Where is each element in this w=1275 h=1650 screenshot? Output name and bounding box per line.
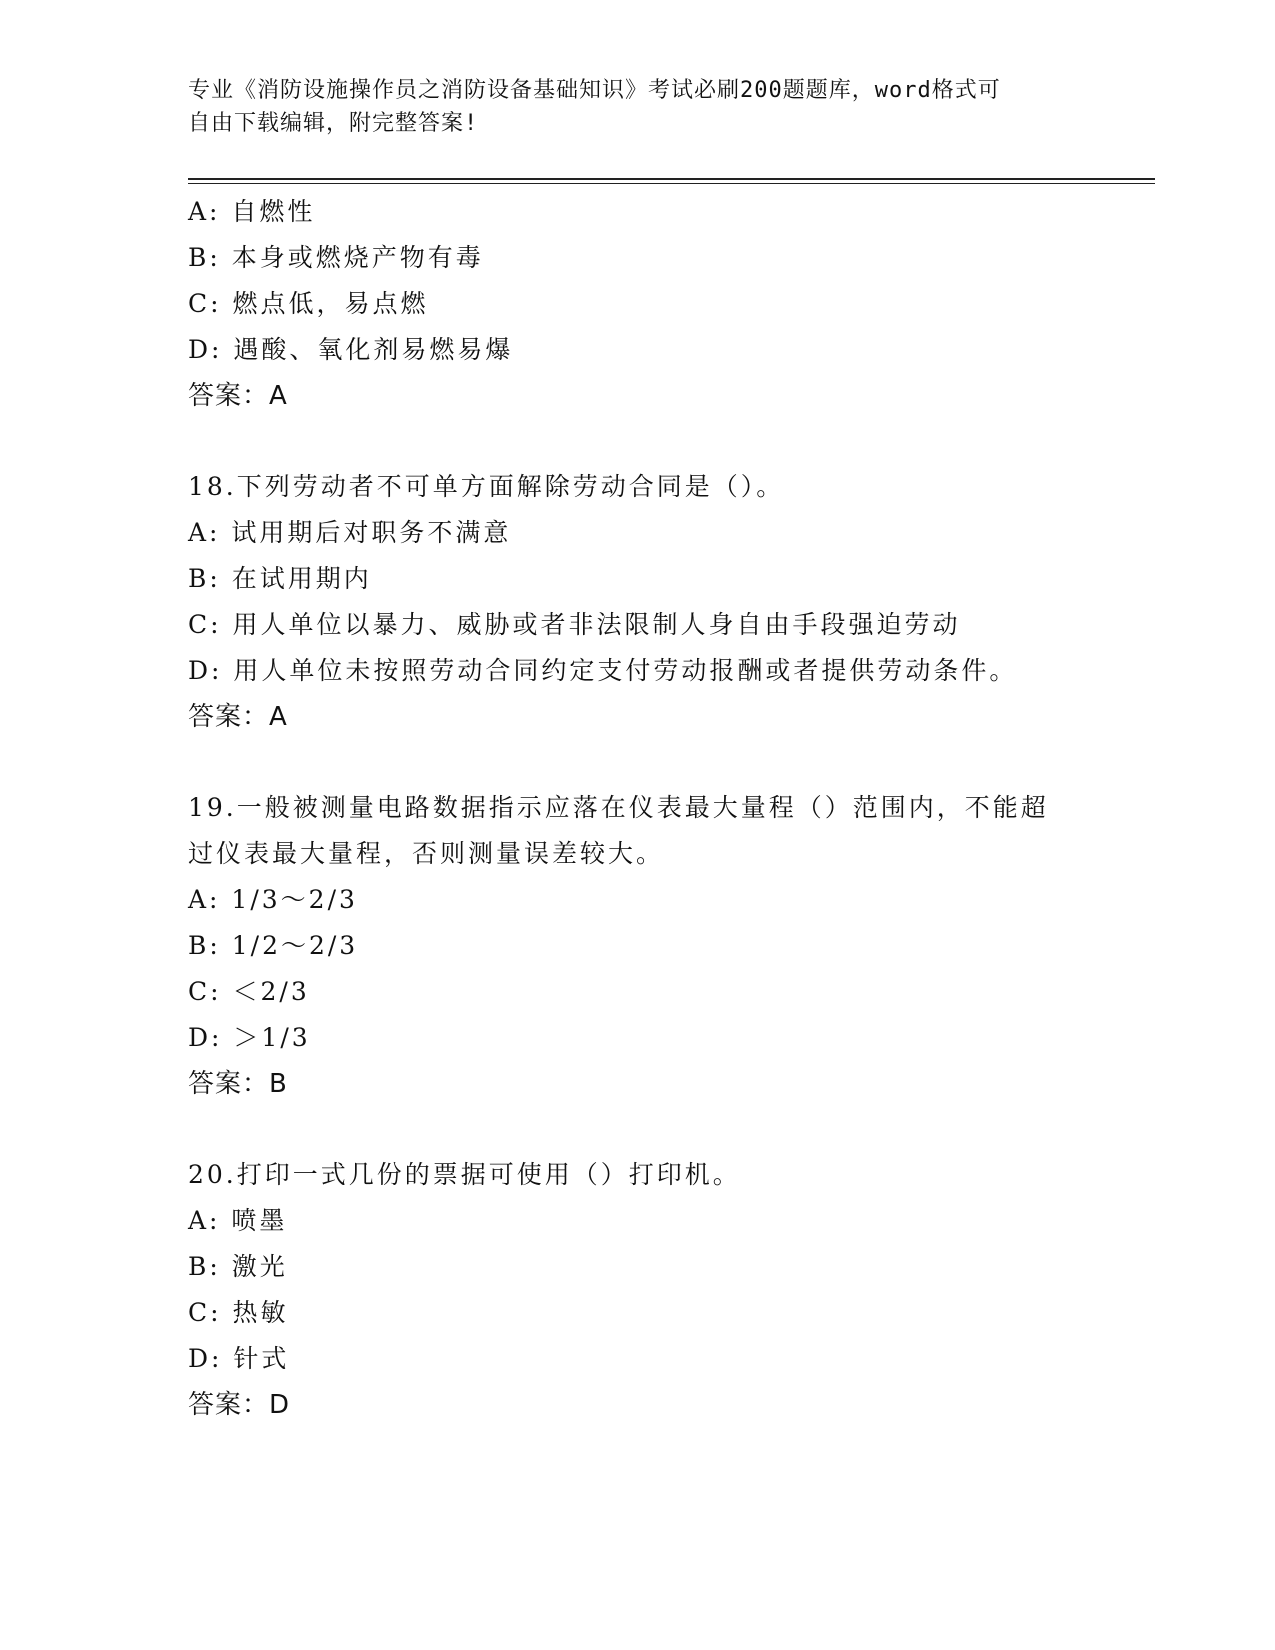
answer-line: 答案：D <box>188 1390 291 1420</box>
option-d: D: 用人单位未按照劳动合同约定支付劳动报酬或者提供劳动条件。 <box>188 656 1018 685</box>
header-title-line-2: 自由下载编辑，附完整答案! <box>188 111 479 136</box>
header-divider-thick <box>188 178 1155 180</box>
option-b: B: 本身或燃烧产物有毒 <box>188 243 484 272</box>
question-content <box>188 189 1088 1428</box>
question-stem: 18.下列劳动者不可单方面解除劳动合同是（）。 <box>188 472 785 501</box>
question-stem-continued: 过仪表最大量程，否则测量误差较大。 <box>188 839 665 868</box>
question-19-block <box>188 785 1088 1107</box>
question-20-block <box>188 1152 1088 1428</box>
option-d: D: 遇酸、氧化剂易燃易爆 <box>188 335 514 364</box>
option-c: C: 热敏 <box>188 1298 289 1327</box>
option-a: A: 1/3～2/3 <box>188 885 358 914</box>
question-stem: 19.一般被测量电路数据指示应落在仪表最大量程（）范围内，不能超 <box>188 793 1049 822</box>
option-b: B: 激光 <box>188 1252 288 1281</box>
header-divider-thin <box>188 183 1155 184</box>
question-17-block <box>188 189 1088 419</box>
answer-line: 答案：B <box>188 1069 288 1099</box>
answer-line: 答案：A <box>188 702 288 732</box>
spacer <box>188 419 1088 464</box>
option-b: B: 1/2～2/3 <box>188 931 359 960</box>
header-title-line-1: 专业《消防设施操作员之消防设备基础知识》考试必刷200题题库，word格式可 <box>188 78 1001 103</box>
spacer <box>188 1107 1088 1152</box>
option-c: C: ＜2/3 <box>188 977 310 1006</box>
option-d: D: 针式 <box>188 1344 290 1373</box>
option-c: C: 用人单位以暴力、威胁或者非法限制人身自由手段强迫劳动 <box>188 610 961 639</box>
spacer <box>188 740 1088 785</box>
option-a: A: 喷墨 <box>188 1206 288 1235</box>
document-header <box>188 74 1078 140</box>
option-b: B: 在试用期内 <box>188 564 372 593</box>
option-d: D: ＞1/3 <box>188 1023 311 1052</box>
question-18-block <box>188 464 1088 740</box>
answer-line: 答案：A <box>188 381 288 411</box>
option-a: A: 自燃性 <box>188 197 316 226</box>
option-a: A: 试用期后对职务不满意 <box>188 518 512 547</box>
option-c: C: 燃点低，易点燃 <box>188 289 429 318</box>
question-stem: 20.打印一式几份的票据可使用（）打印机。 <box>188 1160 741 1189</box>
